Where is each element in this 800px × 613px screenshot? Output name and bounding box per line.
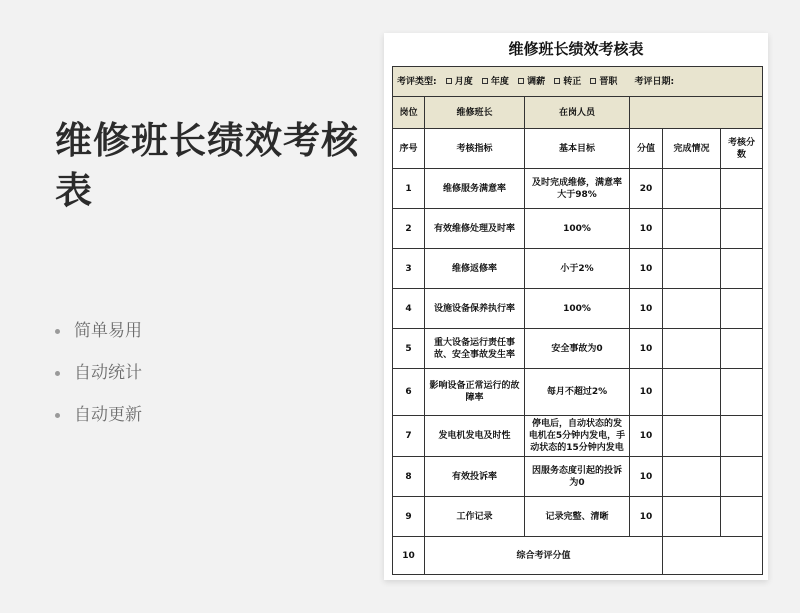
row-score: 10 bbox=[630, 209, 663, 249]
row-indicator: 影响设备正常运行的故障率 bbox=[425, 369, 525, 416]
type-option-salary[interactable]: 调薪 bbox=[518, 77, 545, 87]
row-indicator: 维修返修率 bbox=[425, 249, 525, 289]
row-no: 5 bbox=[393, 329, 425, 369]
row-no: 7 bbox=[393, 416, 425, 457]
row-result-cell[interactable] bbox=[721, 497, 763, 537]
row-indicator: 工作记录 bbox=[425, 497, 525, 537]
evaluation-table bbox=[392, 66, 763, 575]
row-no: 9 bbox=[393, 497, 425, 537]
summary-value-cell[interactable] bbox=[663, 537, 763, 575]
row-indicator: 重大设备运行责任事故、安全事故发生率 bbox=[425, 329, 525, 369]
table-row bbox=[393, 249, 763, 289]
row-score: 10 bbox=[630, 497, 663, 537]
staff-label: 在岗人员 bbox=[525, 97, 630, 129]
checkbox-icon bbox=[554, 78, 560, 84]
col-header-result: 考核分数 bbox=[721, 129, 763, 169]
type-option-regular[interactable]: 转正 bbox=[554, 77, 581, 87]
row-score: 10 bbox=[630, 416, 663, 457]
feature-list bbox=[55, 310, 142, 436]
table-row bbox=[393, 169, 763, 209]
row-completion-cell[interactable] bbox=[663, 209, 721, 249]
row-indicator: 维修服务满意率 bbox=[425, 169, 525, 209]
row-no: 8 bbox=[393, 457, 425, 497]
row-score: 20 bbox=[630, 169, 663, 209]
checkbox-icon bbox=[590, 78, 596, 84]
table-row bbox=[393, 416, 763, 457]
row-result-cell[interactable] bbox=[721, 289, 763, 329]
row-indicator: 设施设备保养执行率 bbox=[425, 289, 525, 329]
row-completion-cell[interactable] bbox=[663, 329, 721, 369]
table-row bbox=[393, 497, 763, 537]
summary-row bbox=[393, 537, 763, 575]
row-no: 3 bbox=[393, 249, 425, 289]
col-header-score: 分值 bbox=[630, 129, 663, 169]
table-row bbox=[393, 329, 763, 369]
row-target: 100% bbox=[525, 209, 630, 249]
row-no: 2 bbox=[393, 209, 425, 249]
row-completion-cell[interactable] bbox=[663, 249, 721, 289]
evaluation-type-row bbox=[393, 67, 763, 97]
header-row bbox=[393, 129, 763, 169]
col-header-indicator: 考核指标 bbox=[425, 129, 525, 169]
bullet-icon bbox=[55, 371, 60, 376]
row-target: 小于2% bbox=[525, 249, 630, 289]
row-target: 安全事故为0 bbox=[525, 329, 630, 369]
feature-item: 自动更新 bbox=[55, 394, 142, 436]
type-option-promotion[interactable]: 晋职 bbox=[590, 77, 617, 87]
row-score: 10 bbox=[630, 457, 663, 497]
type-option-monthly[interactable]: 月度 bbox=[446, 77, 473, 87]
row-no: 1 bbox=[393, 169, 425, 209]
row-indicator: 有效维修处理及时率 bbox=[425, 209, 525, 249]
row-indicator: 有效投诉率 bbox=[425, 457, 525, 497]
feature-item: 自动统计 bbox=[55, 352, 142, 394]
row-score: 10 bbox=[630, 329, 663, 369]
row-no: 10 bbox=[393, 537, 425, 575]
row-result-cell[interactable] bbox=[721, 169, 763, 209]
row-completion-cell[interactable] bbox=[663, 169, 721, 209]
table-row bbox=[393, 457, 763, 497]
checkbox-icon bbox=[518, 78, 524, 84]
row-result-cell[interactable] bbox=[721, 249, 763, 289]
staff-value-cell[interactable] bbox=[630, 97, 763, 129]
bullet-icon bbox=[55, 329, 60, 334]
feature-item: 简单易用 bbox=[55, 310, 142, 352]
row-completion-cell[interactable] bbox=[663, 289, 721, 329]
row-target: 因服务态度引起的投诉为0 bbox=[525, 457, 630, 497]
type-option-yearly[interactable]: 年度 bbox=[482, 77, 509, 87]
checkbox-icon bbox=[446, 78, 452, 84]
row-indicator: 发电机发电及时性 bbox=[425, 416, 525, 457]
post-value: 维修班长 bbox=[425, 97, 525, 129]
type-label: 考评类型: bbox=[397, 76, 437, 87]
row-target: 停电后，自动状态的发电机在5分钟内发电，手动状态的15分钟内发电 bbox=[525, 416, 630, 457]
row-target: 及时完成维修，满意率大于98% bbox=[525, 169, 630, 209]
row-completion-cell[interactable] bbox=[663, 497, 721, 537]
row-score: 10 bbox=[630, 249, 663, 289]
col-header-target: 基本目标 bbox=[525, 129, 630, 169]
row-result-cell[interactable] bbox=[721, 457, 763, 497]
col-header-completion: 完成情况 bbox=[663, 129, 721, 169]
row-no: 6 bbox=[393, 369, 425, 416]
page-title: 维修班长绩效考核表 bbox=[55, 119, 359, 212]
col-header-no: 序号 bbox=[393, 129, 425, 169]
summary-label: 综合考评分值 bbox=[425, 537, 663, 575]
post-label: 岗位 bbox=[393, 97, 425, 129]
row-completion-cell[interactable] bbox=[663, 416, 721, 457]
post-row bbox=[393, 97, 763, 129]
row-result-cell[interactable] bbox=[721, 416, 763, 457]
row-target: 每月不超过2% bbox=[525, 369, 630, 416]
row-result-cell[interactable] bbox=[721, 329, 763, 369]
evaluation-sheet bbox=[384, 33, 768, 580]
row-score: 10 bbox=[630, 369, 663, 416]
row-result-cell[interactable] bbox=[721, 209, 763, 249]
table-row bbox=[393, 369, 763, 416]
table-row bbox=[393, 289, 763, 329]
row-target: 100% bbox=[525, 289, 630, 329]
bullet-icon bbox=[55, 413, 60, 418]
table-row bbox=[393, 209, 763, 249]
row-score: 10 bbox=[630, 289, 663, 329]
row-result-cell[interactable] bbox=[721, 369, 763, 416]
row-completion-cell[interactable] bbox=[663, 369, 721, 416]
row-no: 4 bbox=[393, 289, 425, 329]
row-target: 记录完整、清晰 bbox=[525, 497, 630, 537]
sheet-title: 维修班长绩效考核表 bbox=[508, 40, 644, 58]
checkbox-icon bbox=[482, 78, 488, 84]
row-completion-cell[interactable] bbox=[663, 457, 721, 497]
date-label: 考评日期: bbox=[634, 76, 675, 87]
